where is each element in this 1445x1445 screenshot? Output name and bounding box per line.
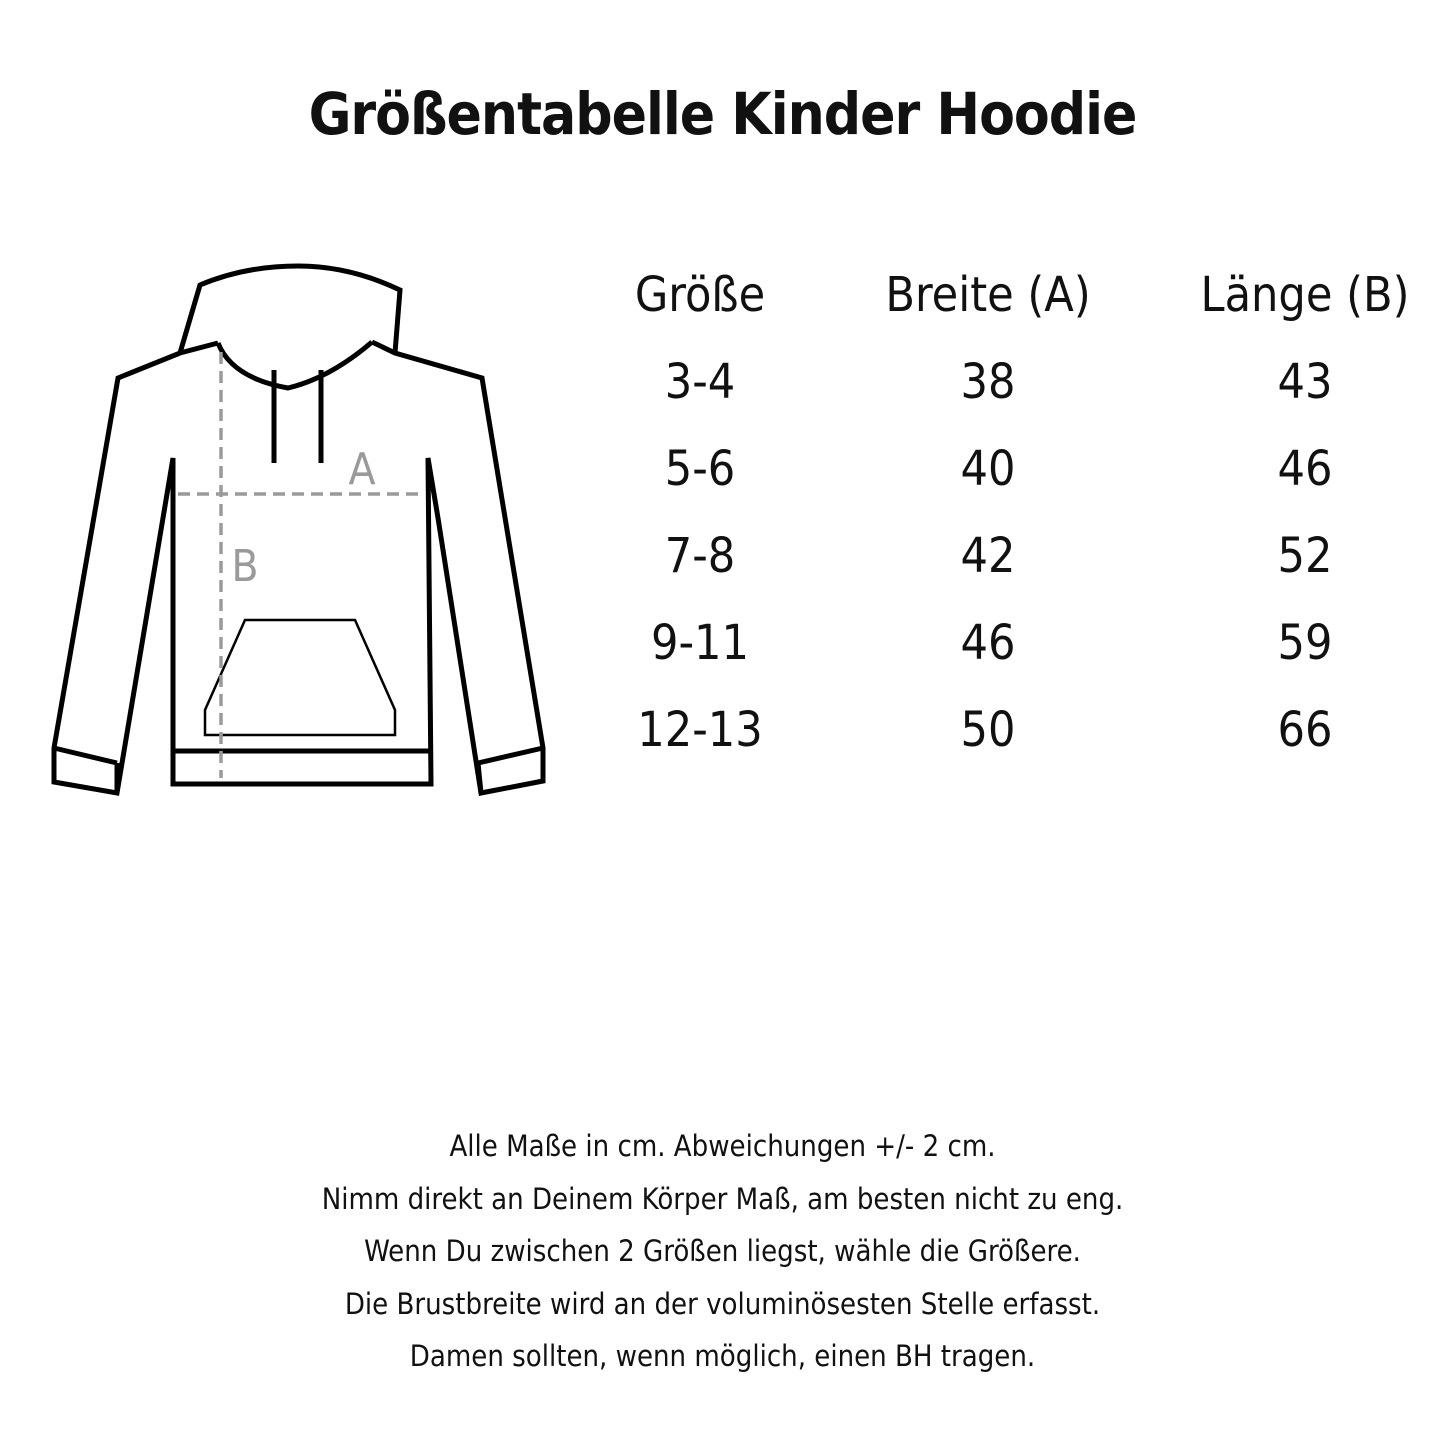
hood-outer (180, 266, 400, 353)
pocket-outline (205, 620, 395, 735)
hood-opening (218, 342, 372, 388)
cell-length: 66 (1277, 702, 1333, 758)
cell-size: 12-13 (637, 702, 763, 758)
cell-size: 3-4 (664, 354, 736, 410)
note-line: Nimm direkt an Deinem Körper Maß, am besten nicht zu eng. (321, 1181, 1124, 1216)
note-line: Damen sollten, wenn möglich, einen BH tragen. (409, 1339, 1036, 1373)
cell-length: 52 (1277, 528, 1333, 584)
label-a: A (348, 444, 376, 495)
cell-width: 46 (960, 615, 1016, 671)
cell-length: 43 (1277, 354, 1333, 410)
note-line: Alle Maße in cm. Abweichungen +/- 2 cm. (449, 1129, 996, 1163)
table-header (590, 255, 1440, 342)
hoodie-outline-icon (40, 255, 570, 815)
note-line: Die Brustbreite wird an der voluminösesten Stelle erfasst. (344, 1286, 1101, 1321)
header-width: Breite (A) (885, 267, 1091, 323)
label-b: B (231, 541, 259, 592)
body-outline (54, 342, 543, 793)
cell-width: 38 (960, 354, 1016, 410)
cell-width: 40 (960, 441, 1016, 497)
cell-size: 5-6 (664, 441, 736, 497)
header-size: Größe (634, 267, 766, 323)
table-row (590, 516, 1440, 603)
size-table (590, 255, 1440, 777)
cell-length: 59 (1277, 615, 1333, 671)
note-line: Wenn Du zwischen 2 Größen liegst, wähle die Größere. (364, 1234, 1081, 1268)
table-row (590, 342, 1440, 429)
page-title: Größentabelle Kinder Hoodie (308, 80, 1137, 148)
cell-length: 46 (1277, 441, 1333, 497)
cell-width: 50 (960, 702, 1016, 758)
header-length: Länge (B) (1200, 267, 1410, 323)
table-row (590, 429, 1440, 516)
table-row (590, 603, 1440, 690)
cell-size: 7-8 (664, 528, 736, 584)
cell-size: 9-11 (651, 615, 749, 671)
notes-block (0, 1120, 1445, 1383)
cell-width: 42 (960, 528, 1016, 584)
table-row (590, 690, 1440, 777)
